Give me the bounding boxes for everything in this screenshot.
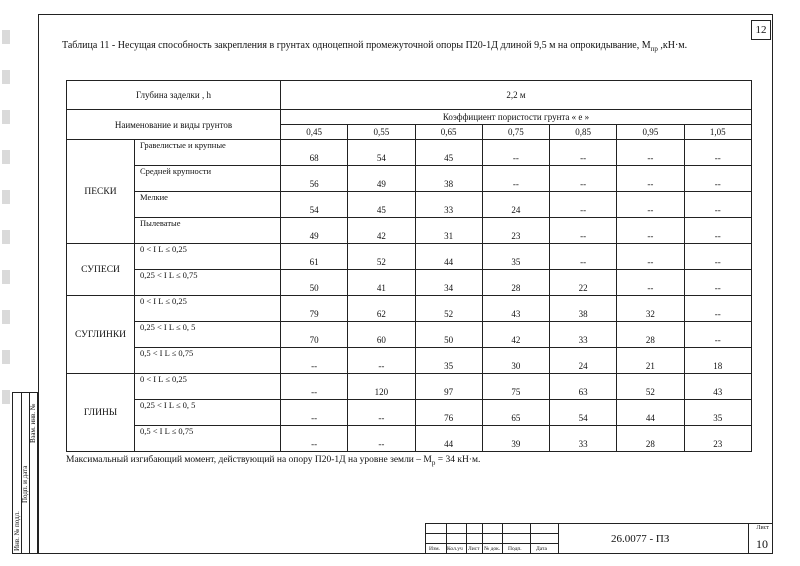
capacity-value: --	[684, 192, 752, 218]
capacity-value: 62	[348, 296, 415, 322]
capacity-value: 52	[617, 374, 684, 400]
capacity-value: --	[684, 218, 752, 244]
table-row	[67, 218, 752, 244]
soil-group-name: СУПЕСИ	[67, 244, 135, 296]
capacity-value: --	[348, 348, 415, 374]
caption-subscript: пр	[650, 45, 658, 53]
capacity-value: --	[617, 218, 684, 244]
note-subscript: р	[431, 458, 436, 467]
soil-subtype: 0,25 < I L ≤ 0,75	[135, 270, 281, 296]
capacity-value: 79	[281, 296, 348, 322]
table-row	[67, 140, 752, 166]
capacity-value: 44	[415, 244, 482, 270]
capacity-value: --	[281, 374, 348, 400]
soil-subtype: 0 < I L ≤ 0,25	[135, 296, 281, 322]
side-approval-block	[12, 392, 38, 554]
capacity-value: 44	[617, 400, 684, 426]
capacity-value: 50	[415, 322, 482, 348]
capacity-value: --	[684, 322, 752, 348]
sheet-number: 10	[756, 537, 768, 551]
table-row	[67, 426, 752, 452]
porosity-value: 1,05	[684, 125, 752, 140]
soil-group-name: ПЕСКИ	[67, 140, 135, 244]
soil-type-header: Наименование и виды грунтов	[67, 110, 281, 140]
capacity-value: 39	[482, 426, 549, 452]
max-moment-note	[66, 455, 480, 467]
capacity-value: 33	[415, 192, 482, 218]
capacity-value: 35	[415, 348, 482, 374]
capacity-value: 30	[482, 348, 549, 374]
side-label-inventory: Инв. № подл.	[13, 511, 21, 551]
capacity-value: 41	[348, 270, 415, 296]
table-row	[67, 192, 752, 218]
capacity-value: --	[482, 166, 549, 192]
capacity-value: 43	[482, 296, 549, 322]
stamp-col-sheet: Лист	[468, 546, 480, 552]
porosity-value: 0,55	[348, 125, 415, 140]
capacity-value: 42	[348, 218, 415, 244]
capacity-value: 24	[550, 348, 617, 374]
caption-text: Таблица 11 - Несущая способность закрепления в грунтах одноцепной промежуточной опоры П20-1Д длиной 9,5 м на опрокидывание, М	[62, 40, 651, 51]
soil-subtype: Мелкие	[135, 192, 281, 218]
table-row	[67, 166, 752, 192]
title-block-stamp	[425, 523, 772, 553]
capacity-value: --	[281, 426, 348, 452]
capacity-value: 76	[415, 400, 482, 426]
soil-subtype: 0,5 < I L ≤ 0,75	[135, 348, 281, 374]
soil-subtype: Гравелистые и крупные	[135, 140, 281, 166]
soil-group-name: СУГЛИНКИ	[67, 296, 135, 374]
stamp-col-count: Кол.уч	[447, 546, 463, 552]
table-row	[67, 270, 752, 296]
soil-subtype: 0 < I L ≤ 0,25	[135, 374, 281, 400]
capacity-value: 34	[415, 270, 482, 296]
soil-subtype: 0,25 < I L ≤ 0, 5	[135, 322, 281, 348]
capacity-value: --	[684, 270, 752, 296]
document-number: 26.0077 - ПЗ	[611, 533, 670, 545]
soil-subtype: 0,5 < I L ≤ 0,75	[135, 426, 281, 452]
capacity-value: --	[281, 348, 348, 374]
capacity-value: 45	[348, 192, 415, 218]
capacity-value: 21	[617, 348, 684, 374]
capacity-value: 68	[281, 140, 348, 166]
table-row	[67, 322, 752, 348]
capacity-value: --	[550, 166, 617, 192]
capacity-value: 52	[348, 244, 415, 270]
capacity-value: --	[550, 218, 617, 244]
capacity-value: 24	[482, 192, 549, 218]
stamp-col-sign: Подп.	[508, 546, 522, 552]
capacity-value: 97	[415, 374, 482, 400]
capacity-value: 33	[550, 322, 617, 348]
capacity-value: --	[617, 140, 684, 166]
table-row	[67, 348, 752, 374]
capacity-value: 63	[550, 374, 617, 400]
capacity-value: 49	[348, 166, 415, 192]
porosity-value: 0,95	[617, 125, 684, 140]
capacity-value: 50	[281, 270, 348, 296]
capacity-value: --	[550, 244, 617, 270]
capacity-value: 31	[415, 218, 482, 244]
capacity-value: --	[617, 270, 684, 296]
soil-subtype: 0 < I L ≤ 0,25	[135, 244, 281, 270]
stamp-col-date: Дата	[536, 546, 547, 552]
bearing-capacity-table	[66, 80, 752, 452]
capacity-value: 45	[415, 140, 482, 166]
capacity-value: 54	[550, 400, 617, 426]
side-label-replacement: Взам. инв. №	[29, 403, 37, 443]
capacity-value: 35	[684, 400, 752, 426]
capacity-value: 54	[281, 192, 348, 218]
capacity-value: --	[617, 192, 684, 218]
capacity-value: 49	[281, 218, 348, 244]
capacity-value: 120	[348, 374, 415, 400]
capacity-value: 32	[617, 296, 684, 322]
capacity-value: 18	[684, 348, 752, 374]
capacity-value: 60	[348, 322, 415, 348]
capacity-value: 23	[684, 426, 752, 452]
capacity-value: 43	[684, 374, 752, 400]
capacity-value: --	[348, 400, 415, 426]
table-row	[67, 374, 752, 400]
capacity-value: 28	[617, 322, 684, 348]
soil-subtype: Пылеватые	[135, 218, 281, 244]
capacity-value: --	[684, 166, 752, 192]
porosity-value: 0,85	[550, 125, 617, 140]
capacity-value: 42	[482, 322, 549, 348]
table-row	[67, 400, 752, 426]
porosity-coef-header: Коэффициент пористости грунта « е »	[281, 110, 752, 125]
capacity-value: 23	[482, 218, 549, 244]
capacity-value: --	[550, 192, 617, 218]
capacity-value: --	[684, 296, 752, 322]
note-tail: = 34 кН·м.	[435, 455, 481, 465]
top-page-number: 12	[751, 20, 771, 40]
capacity-value: --	[684, 244, 752, 270]
capacity-value: --	[617, 244, 684, 270]
capacity-value: --	[281, 400, 348, 426]
capacity-value: --	[684, 140, 752, 166]
capacity-value: 35	[482, 244, 549, 270]
capacity-value: --	[482, 140, 549, 166]
capacity-value: 28	[482, 270, 549, 296]
capacity-value: 38	[550, 296, 617, 322]
capacity-value: 28	[617, 426, 684, 452]
capacity-value: 70	[281, 322, 348, 348]
porosity-value: 0,75	[482, 125, 549, 140]
capacity-value: --	[550, 140, 617, 166]
capacity-value: 54	[348, 140, 415, 166]
capacity-value: 38	[415, 166, 482, 192]
side-label-signature: Подп. и дата	[21, 465, 29, 503]
table-caption	[62, 40, 687, 53]
soil-subtype: Средней крупности	[135, 166, 281, 192]
capacity-value: 22	[550, 270, 617, 296]
capacity-value: 52	[415, 296, 482, 322]
stamp-col-change: Изм.	[429, 546, 440, 552]
capacity-value: 61	[281, 244, 348, 270]
depth-value: 2,2 м	[281, 81, 752, 110]
capacity-value: 65	[482, 400, 549, 426]
porosity-value: 0,65	[415, 125, 482, 140]
soil-group-name: ГЛИНЫ	[67, 374, 135, 452]
capacity-value: 56	[281, 166, 348, 192]
binding-margin-marks	[2, 20, 12, 540]
table-row	[67, 244, 752, 270]
stamp-col-docno: № док.	[484, 546, 501, 552]
depth-label: Глубина заделки , h	[67, 81, 281, 110]
capacity-value: --	[348, 426, 415, 452]
sheet-label: Лист	[756, 525, 769, 531]
soil-subtype: 0,25 < I L ≤ 0, 5	[135, 400, 281, 426]
note-text: Максимальный изгибающий момент, действующий на опору П20-1Д на уровне земли – М	[66, 455, 432, 465]
capacity-value: 44	[415, 426, 482, 452]
capacity-value: --	[617, 166, 684, 192]
capacity-value: 75	[482, 374, 549, 400]
caption-unit: ,кН·м.	[657, 40, 688, 51]
table-row	[67, 296, 752, 322]
capacity-value: 33	[550, 426, 617, 452]
porosity-value: 0,45	[281, 125, 348, 140]
